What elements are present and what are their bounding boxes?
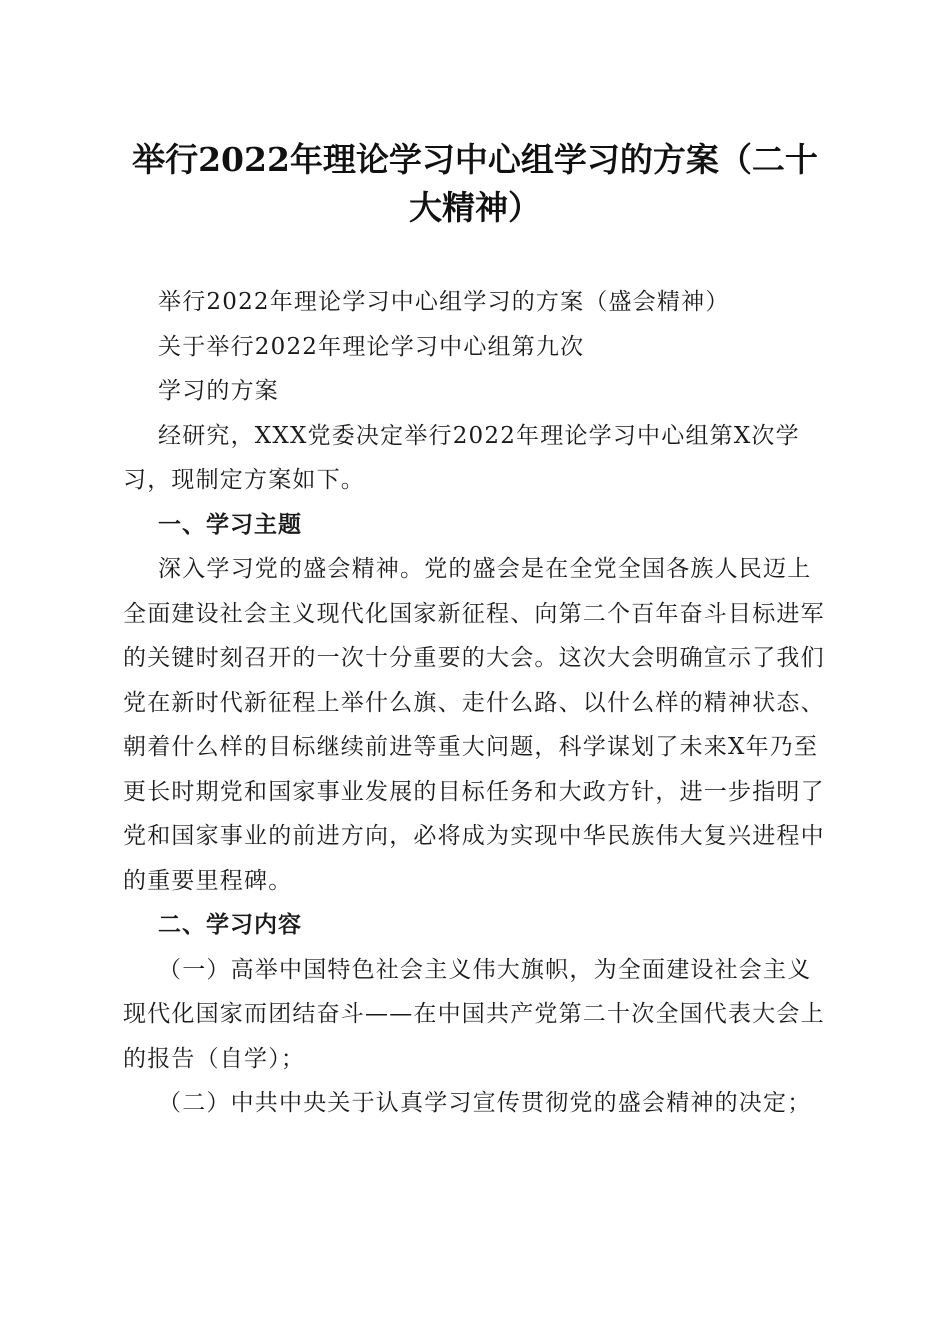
notice-title-line-2: 学习的方案: [158, 378, 279, 404]
content-item-2: （二）中共中央关于认真学习宣传贯彻党的盛会精神的决定；: [158, 1090, 812, 1116]
document-body: [123, 280, 828, 1126]
document-title: 举行2022年理论学习中心组学习的方案（二十大精神）: [132, 140, 818, 227]
notice-title-line-1: 关于举行2022年理论学习中心组第九次: [158, 333, 585, 360]
intro-paragraph: 经研究，XXX党委决定举行2022年理论学习中心组第X次学习，现制定方案如下。: [123, 422, 800, 493]
theme-paragraph: 深入学习党的盛会精神。党的盛会是在全党全国各族人民迈上全面建设社会主义现代化国家新征程、向第二个百年奋斗目标进军的关键时刻召开的一次十分重要的大会。这次大会明确宣示了我们党在新时代新征程上举什么旗、走什么路、以什么样的精神状态、朝着什么样的目标继续前进等重大问题，科学谋划了未来X年乃至更长时期党和国家事业发展的目标任务和大政方针，进一步指明了党和国家事业的前进方向，必将成为实现中华民族伟大复兴进程中的重要里程碑。: [123, 556, 825, 894]
subtitle-line: 举行2022年理论学习中心组学习的方案（盛会精神）: [158, 289, 730, 315]
section-heading-theme: 一、学习主题: [158, 511, 302, 538]
content-item-1: （一）高举中国特色社会主义伟大旗帜，为全面建设社会主义现代化国家而团结奋斗——在中国共产党第二十次全国代表大会上的报告（自学）；: [123, 956, 825, 1072]
section-heading-content: 二、学习内容: [158, 912, 302, 938]
